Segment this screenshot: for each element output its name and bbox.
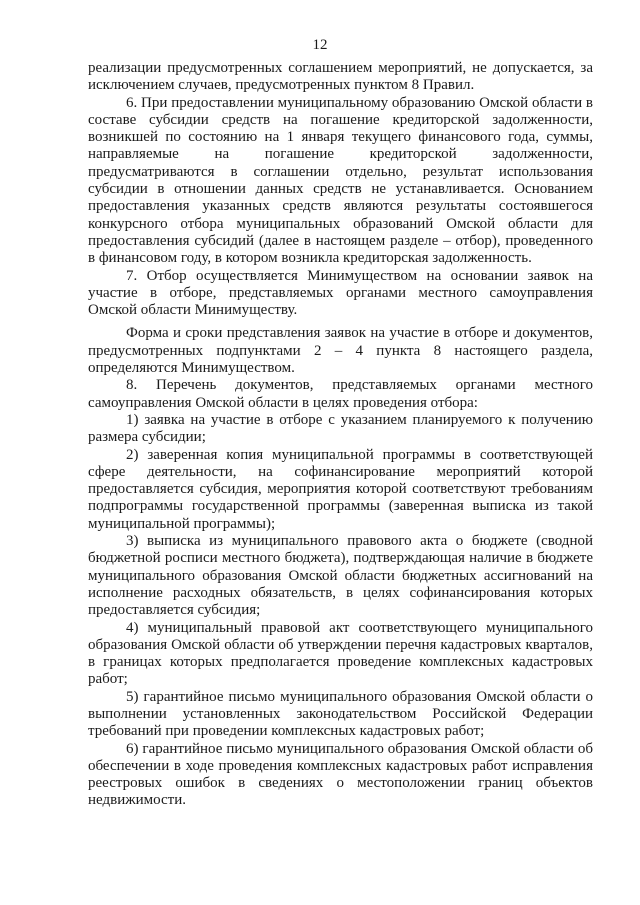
list-item-1: 1) заявка на участие в отборе с указанием планируемого к получению размера субсидии; xyxy=(88,411,593,446)
list-item-4: 4) муниципальный правовой акт соответствующего муниципального образования Омской области об утверждении перечня кадастровых кварталов, в границах которых предполагается проведение комплексных кадастровых работ; xyxy=(88,619,593,688)
paragraph-application-form: Форма и сроки представления заявок на участие в отборе и документов, предусмотренных подпунктами 2 – 4 пункта 8 настоящего раздела, определяются Минимуществом. xyxy=(88,325,593,377)
paragraph-item-6: 6. При предоставлении муниципальному образованию Омской области в составе субсидии средств на погашение кредиторской задолженности, возникшей по состоянию на 1 января текущего финансового года, суммы, направляемые на погашение кредиторской задолженности, предусматриваются в соглашении отдельно, результат использования субсидии в отношении данных средств не устанавливается. Основанием предоставления указанных средств являются результаты состоявшегося конкурсного отбора муниципальных образований Омской области для предоставления субсидий (далее в настоящем разделе – отбор), проведенного в финансовом году, в котором возникла кредиторская задолженность. xyxy=(88,94,593,267)
list-item-2: 2) заверенная копия муниципальной программы в соответствующей сфере деятельности, на софинансирование мероприятий которой предоставляется субсидия, мероприятия которой соответствуют требованиям подпрограммы государственной программы (заверенная выписка из такой муниципальной программы); xyxy=(88,446,593,532)
list-item-6: 6) гарантийное письмо муниципального образования Омской области об обеспечении в ходе проведения комплексных кадастровых работ исправления реестровых ошибок в сведениях о местоположении границ объектов недвижимости. xyxy=(88,740,593,809)
page-number: 12 xyxy=(312,37,328,53)
document-body xyxy=(88,60,593,810)
paragraph-item-7: 7. Отбор осуществляется Минимуществом на основании заявок на участие в отборе, представляемых органами местного самоуправления Омской области Минимуществу. xyxy=(88,267,593,319)
paragraph-continuation: реализации предусмотренных соглашением мероприятий, не допускается, за исключением случаев, предусмотренных пунктом 8 Правил. xyxy=(88,60,593,94)
paragraph-item-8: 8. Перечень документов, представляемых органами местного самоуправления Омской области в целях проведения отбора: xyxy=(88,377,593,411)
list-item-5: 5) гарантийное письмо муниципального образования Омской области о выполнении установленных законодательством Российской Федерации требований при проведении комплексных кадастровых работ; xyxy=(88,688,593,740)
list-item-3: 3) выписка из муниципального правового акта о бюджете (сводной бюджетной росписи местного бюджета), подтверждающая наличие в бюджете муниципального образования Омской области бюджетных ассигнований на исполнение расходных обязательств, в целях софинансирования которых предоставляется субсидия; xyxy=(88,533,593,619)
